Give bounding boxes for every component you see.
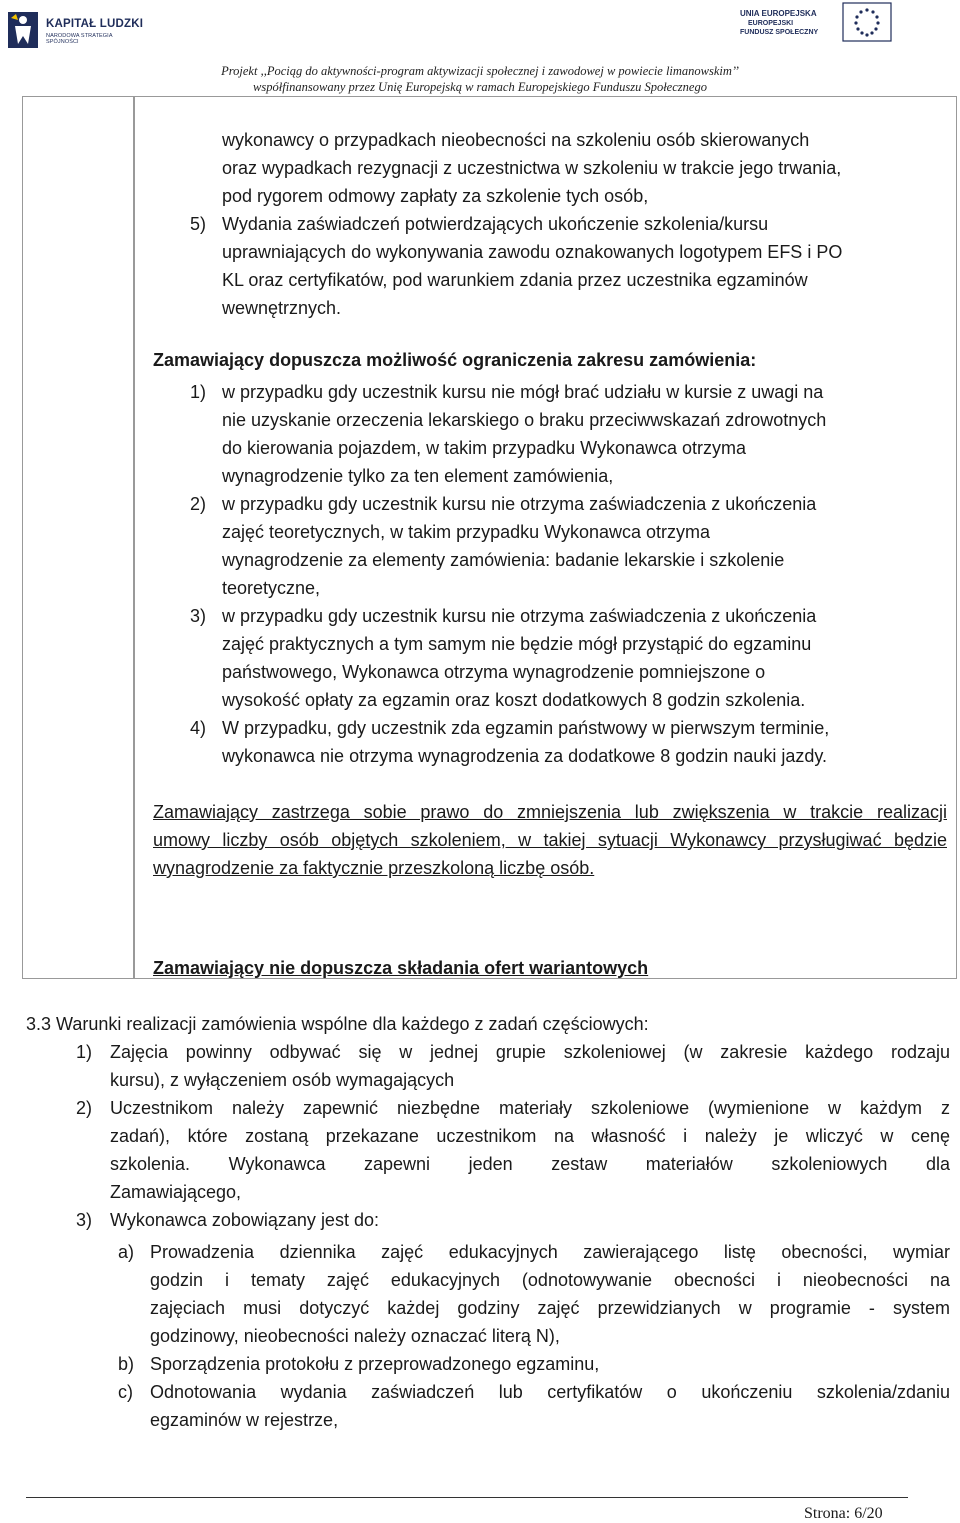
project-title-line2: współfinansowany przez Unię Europejską w ramach Europejskiego Funduszu Społecznego — [253, 80, 707, 94]
limit-item-line: do kierowania pojazdem, w takim przypadku Wykonawca otrzyma — [222, 438, 747, 458]
limit-item-number: 4) — [190, 718, 207, 738]
section-item-line: Uczestnikom należy zapewnić niezbędne materiały szkoleniowe (wymienione w każdym z — [110, 1098, 950, 1118]
box-text-line: pod rygorem odmowy zapłaty za szkolenie tych osób, — [222, 186, 649, 206]
limit-item-line: w przypadku gdy uczestnik kursu nie otrzyma zaświadczenia z ukończenia — [222, 494, 817, 514]
reserve-paragraph-line: wynagrodzenie za faktycznie przeszkoloną liczbę osób. — [153, 858, 595, 878]
section-item-line: Wykonawca zobowiązany jest do: — [110, 1210, 379, 1230]
reserve-paragraph-line: Zamawiający zastrzega sobie prawo do zmniejszenia lub zwiększenia w trakcie realizacji — [153, 802, 947, 822]
box-text-line: oraz wypadkach rezygnacji z uczestnictwa w szkoleniu w trakcie jego trwania, — [222, 158, 842, 178]
section-item-line: Zajęcia powinny odbywać się w jednej grupie szkoleniowej (w zakresie każdego rodzaju — [110, 1042, 950, 1062]
limit-item-line: zajęć teoretycznych, w takim przypadku Wykonawca otrzyma — [222, 522, 711, 542]
limit-item-line: W przypadku, gdy uczestnik zda egzamin państwowy w pierwszym terminie, — [222, 718, 830, 738]
page-number: Strona: 6/20 — [804, 1505, 883, 1522]
subitem-letter: c) — [118, 1382, 133, 1402]
limit-item-line: teoretyczne, — [222, 578, 321, 598]
reserve-paragraph-line: umowy liczby osób objętych szkoleniem, w takiej sytuacji Wykonawcy przysługiwać będzie — [153, 830, 947, 850]
section-item-line: zadań), które zostaną przekazane uczestnikom na własność i należy je wliczyć w cenę — [110, 1126, 950, 1146]
item5-text-line: KL oraz certyfikatów, pod warunkiem zdania przez uczestnika egzaminów — [222, 270, 808, 290]
project-title-line1: Projekt ,,Pociąg do aktywności-program aktywizacji społecznej i zawodowej w powiecie limanowskim’’ — [221, 64, 739, 78]
variants-statement: Zamawiający nie dopuszcza składania ofert wariantowych — [153, 958, 649, 978]
limit-heading: Zamawiający dopuszcza możliwość ograniczenia zakresu zamówienia: — [153, 350, 757, 370]
section-item-number: 2) — [76, 1098, 93, 1118]
limit-item-line: wykonawca nie otrzyma wynagrodzenia za dodatkowe 8 godzin nauki jazdy. — [222, 746, 828, 766]
subitem-line: godzin i tematy zajęć edukacyjnych (odnotowywanie obecności i nieobecności na — [150, 1270, 950, 1290]
box-text-line: wykonawcy o przypadkach nieobecności na szkoleniu osób skierowanych — [222, 130, 810, 150]
limit-item-line: nie uzyskanie orzeczenia lekarskiego o braku przeciwwskazań zdrowotnych — [222, 410, 827, 430]
section-item-line: szkolenia. Wykonawca zapewni jeden zestaw materiałów szkoleniowych dla — [110, 1154, 950, 1174]
limit-item-line: wynagrodzenie tylko za ten element zamówienia, — [222, 466, 614, 486]
section-item-number: 1) — [76, 1042, 93, 1062]
kapital-ludzki-emblem-icon — [6, 10, 42, 50]
subitem-line: Sporządzenia protokołu z przeprowadzonego egzaminu, — [150, 1354, 600, 1374]
eu-logo — [736, 2, 896, 44]
limit-item-line: w przypadku gdy uczestnik kursu nie otrzyma zaświadczenia z ukończenia — [222, 606, 817, 626]
limit-item-number: 1) — [190, 382, 207, 402]
section-item-number: 3) — [76, 1210, 93, 1230]
subitem-line: Odnotowania wydania zaświadczeń lub certyfikatów o ukończeniu szkolenia/zdaniu — [150, 1382, 950, 1402]
section-item-line: Zamawiającego, — [110, 1182, 242, 1202]
subitem-line: godzinowy, nieobecności należy oznaczać literą N), — [150, 1326, 560, 1346]
section-3-3-heading: 3.3 Warunki realizacji zamówienia wspólne dla każdego z zadań częściowych: — [26, 1014, 649, 1034]
limit-item-line: zajęć praktycznych a tym samym nie będzie mógł przystąpić do egzaminu — [222, 634, 812, 654]
logo-right-line3: FUNDUSZ SPOŁECZNY — [740, 29, 819, 36]
logo-right-line2: EUROPEJSKI — [748, 20, 794, 27]
item5-text-line: wewnętrznych. — [222, 298, 342, 318]
eu-flag-icon — [842, 2, 892, 42]
logo-left-subtitle: NARODOWA STRATEGIA SPÓJNOŚCI — [46, 33, 113, 45]
item5-text-line: Wydania zaświadczeń potwierdzających ukończenie szkolenia/kursu — [222, 214, 769, 234]
subitem-line: egzaminów w rejestrze, — [150, 1410, 339, 1430]
limit-item-line: państwowego, Wykonawca otrzyma wynagrodzenie pomniejszone o — [222, 662, 766, 682]
limit-item-line: wynagrodzenie za elementy zamówienia: badanie lekarskie i szkolenie — [222, 550, 785, 570]
limit-item-line: wysokość opłaty za egzamin oraz koszt dodatkowych 8 godzin szkolenia. — [222, 690, 806, 710]
subitem-letter: a) — [118, 1242, 135, 1262]
subitem-line: zajęciach musi dotyczyć każdej godziny zajęć przewidzianych w programie - system — [150, 1298, 950, 1318]
subitem-line: Prowadzenia dziennika zajęć edukacyjnych zawierającego listę obecności, wymiar — [150, 1242, 950, 1262]
limit-item-number: 3) — [190, 606, 207, 626]
logo-left-title: KAPITAŁ LUDZKI — [46, 18, 144, 30]
item5-text-line: uprawniających do wykonywania zawodu oznakowanych logotypem EFS i PO — [222, 242, 843, 262]
item5-number: 5) — [190, 214, 207, 234]
kapital-ludzki-logo — [6, 8, 146, 50]
logo-right-line1: UNIA EUROPEJSKA — [740, 9, 817, 18]
limit-item-line: w przypadku gdy uczestnik kursu nie mógł brać udziału w kursie z uwagi na — [222, 382, 824, 402]
footer-divider — [26, 1497, 908, 1498]
section-item-line: kursu), z wyłączeniem osób wymagających — [110, 1070, 455, 1090]
subitem-letter: b) — [118, 1354, 135, 1374]
content-table-column-divider — [133, 96, 135, 979]
limit-item-number: 2) — [190, 494, 207, 514]
